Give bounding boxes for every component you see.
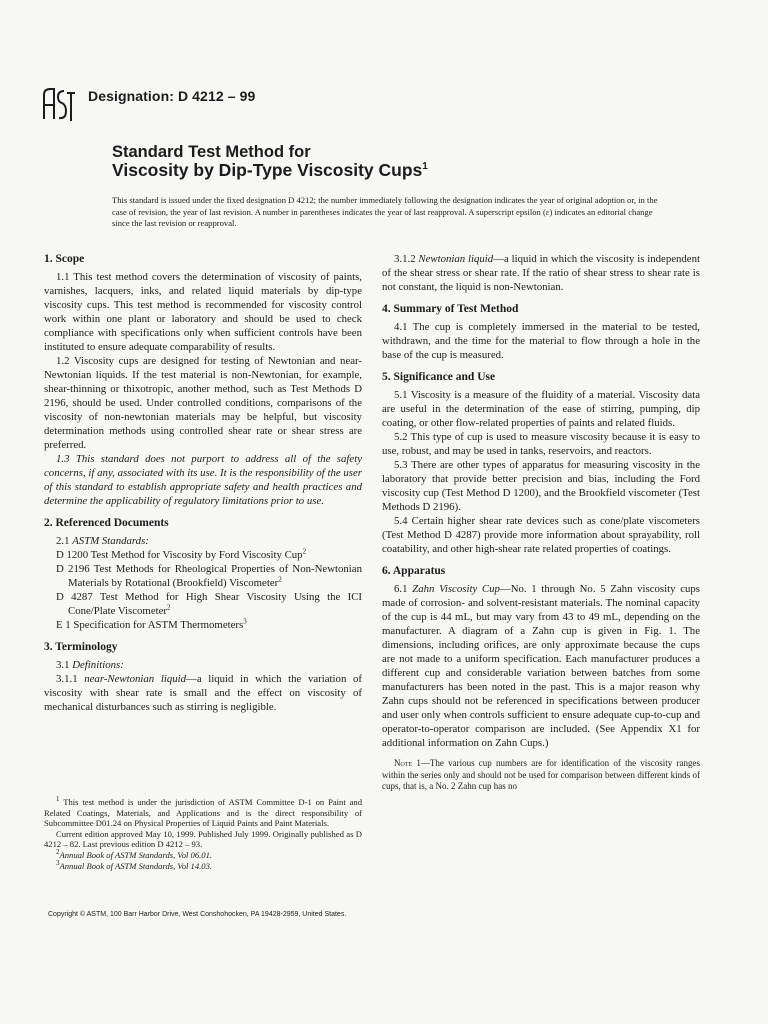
astm-logo <box>40 85 78 125</box>
footnote-3-text: Annual Book of ASTM Standards, Vol 14.03. <box>59 860 213 871</box>
para-3-1-1-text: —a liquid in which the variation of viscosity with shear rate is small and the effect on viscosity of mechanical disturbances such as stirring is negligible. <box>44 673 362 713</box>
footnote-2 <box>44 850 362 861</box>
left-column <box>44 252 362 714</box>
ref-sup: 3 <box>243 617 247 626</box>
ref-text: D 1200 Test Method for Viscosity by Ford Viscosity Cup <box>56 549 303 561</box>
designation: Designation: D 4212 – 99 <box>88 88 256 104</box>
para-2-1-num: 2.1 <box>56 535 73 547</box>
note-1-text: —The various cup numbers are for identification of the viscosity ranges within the series only and should not be used for comparison between different kinds of cups, that is, a No. 2 Zahn cup has no <box>382 758 700 791</box>
para-1-3-text: 1.3 This standard does not purport to address all of the safety concerns, if any, associated with its use. It is the responsibility of the user of this standard to establish appropriate safety and health practices and determine the applicability of regulatory limitations prior to use. <box>44 453 362 507</box>
reference-d2196 <box>56 562 362 590</box>
para-5-4: 5.4 Certain higher shear rate devices such as cone/plate viscometers (Test Method D 4287) provide more information about sprayability, roll coatability, and other high-shear rate related properties of coatings. <box>382 515 700 555</box>
footnote-1 <box>44 797 362 829</box>
para-3-1-1-num: 3.1.1 <box>56 673 85 685</box>
footnote-3-marker: 3 <box>56 858 60 867</box>
right-column <box>382 252 700 793</box>
ref-sup: 2 <box>167 603 171 612</box>
section-heading-terminology: 3. Terminology <box>44 641 118 653</box>
reference-d1200 <box>56 548 362 562</box>
section-heading-significance: 5. Significance and Use <box>382 371 496 383</box>
para-5-2: 5.2 This type of cup is used to measure viscosity because it is easy to use, robust, and may be used in tanks, reservoirs, and reactors. <box>382 431 700 457</box>
footnote-3 <box>44 858 362 872</box>
para-1-3 <box>44 452 362 508</box>
footnote-2-marker: 2 <box>56 848 60 857</box>
section-heading-referenced-documents: 2. Referenced Documents <box>44 517 169 529</box>
note-1-label: Note 1 <box>394 758 421 768</box>
para-4-1: 4.1 The cup is completely immersed in the material to be tested, withdrawn, and the time for the material to flow through a hole in the base of the cup is measured. <box>382 321 700 361</box>
para-6-1-num: 6.1 <box>394 583 413 595</box>
para-3-1-num: 3.1 <box>56 659 73 671</box>
para-3-1-2-text: —a liquid in which the viscosity is independent of the shear stress or shear rate. If the ratio of shear stress to shear rate is not constant, the liquid is non-Newtonian. <box>382 253 700 293</box>
ref-text: D 4287 Test Method for High Shear Viscosity Using the ICI Cone/Plate Viscometer <box>56 591 362 617</box>
term-newtonian: Newtonian liquid <box>418 253 494 265</box>
reference-d4287 <box>56 590 362 618</box>
title-footnote-marker: 1 <box>422 161 428 173</box>
para-1-1: 1.1 This test method covers the determination of viscosity of paints, varnishes, lacquers, inks, and related liquid materials by dip-type viscosity cups. This test method is recommended for viscosity control work within one plant or laboratory and should be used to check compliance with specifications only when sufficient controls have been instituted to ensure adequate comparability of results. <box>44 271 362 353</box>
footnote-1-text: This test method is under the jurisdiction of ASTM Committee D-1 on Paint and Related Coatings, Materials, and Applications and is the direct responsibility of Subcommittee D01.24 on Physical Properties of Liquid Paints and Paint Materials. <box>44 797 362 829</box>
term-zahn-cup: Zahn Viscosity Cup <box>412 583 500 595</box>
note-1 <box>382 758 700 793</box>
para-6-1-text: —No. 1 through No. 5 Zahn viscosity cups made of corrosion- and solvent-resistant materials. The nominal capacity of the cup is 44 mL, but may vary from 43 to 49 mL, depending on the manufacturer. A diagram of a Zahn cup is given in Fig. 1. The dimensions, including orifices, are only approximate because the cups are not made to a uniform specification. Each manufacturer produces a different cup and considerable variation between batches from some manufacturers has been noted in the past. This is a major reason why Zahn cups should not be referenced in specifications between producer and user only when controls sufficient to ensure adequate cup-to-cup and operator-to-operator comparison are included. (See Appendix X1 for additional information on Zahn Cups.) <box>382 583 700 749</box>
para-3-1-1 <box>44 672 362 714</box>
ref-sup: 2 <box>302 547 307 556</box>
footnote-2-text: Annual Book of ASTM Standards, Vol 06.01. <box>59 849 213 860</box>
copyright: Copyright © ASTM, 100 Barr Harbor Drive, West Conshohocken, PA 19428-2959, United States. <box>48 911 347 918</box>
ref-text: E 1 Specification for ASTM Thermometers <box>56 619 244 631</box>
standard-note: This standard is issued under the fixed designation D 4212; the number immediately following the designation indicates the year of original adoption or, in the case of revision, the year of last revision. A number in parentheses indicates the year of last reapproval. A superscript epsilon (ε) indicates an editorial change since the last revision or reapproval. <box>112 195 658 229</box>
para-2-1 <box>44 534 362 548</box>
footnote-1-edition: Current edition approved May 10, 1999. Published July 1999. Originally published as D 4212 – 82. Last previous edition D 4212 – 93. <box>44 828 362 850</box>
title-line-1: Standard Test Method for <box>112 143 311 161</box>
para-3-1 <box>44 658 362 672</box>
para-3-1-label: Definitions: <box>72 659 124 671</box>
para-5-1: 5.1 Viscosity is a measure of the fluidity of a material. Viscosity data are useful in the determination of the ease of stirring, pumping, dip coating, or other flow-related properties of paints and related fluids. <box>382 389 700 429</box>
para-1-2: 1.2 Viscosity cups are designed for testing of Newtonian and near-Newtonian liquids. If the test material is non-Newtonian, for example, shear-thinning or thixotropic, another method, such as Test Methods D 2196, should be used. Under controlled conditions, comparisons of the viscosity of non-newtonian materials may be helpful, but viscosity determination methods using controlled shear rate or shear stress are preferred. <box>44 355 362 451</box>
footnotes <box>44 797 362 871</box>
section-heading-apparatus: 6. Apparatus <box>382 565 446 577</box>
footnote-1-marker: 1 <box>56 795 60 804</box>
reference-e1 <box>56 618 362 632</box>
title-text: Viscosity by Dip-Type Viscosity Cups <box>112 160 423 180</box>
para-3-1-2-num: 3.1.2 <box>394 253 419 265</box>
section-heading-summary: 4. Summary of Test Method <box>382 303 519 315</box>
section-heading-scope: 1. Scope <box>44 253 85 265</box>
title-line-2 <box>112 160 428 181</box>
term-near-newtonian: near-Newtonian liquid <box>84 673 187 685</box>
ref-sup: 2 <box>278 575 282 584</box>
para-6-1 <box>382 582 700 750</box>
ref-text: D 2196 Test Methods for Rheological Properties of Non-Newtonian Materials by Rotational (Brookfield) Viscometer <box>56 563 362 589</box>
para-2-1-label: ASTM Standards: <box>72 535 149 547</box>
para-3-1-2 <box>382 252 700 294</box>
para-5-3: 5.3 There are other types of apparatus for measuring viscosity in the laboratory that provide better precision and bias, including the Ford viscosity cup (Test Method D 1200), and the Brookfield viscometer (Test Methods D 2196). <box>382 459 700 513</box>
